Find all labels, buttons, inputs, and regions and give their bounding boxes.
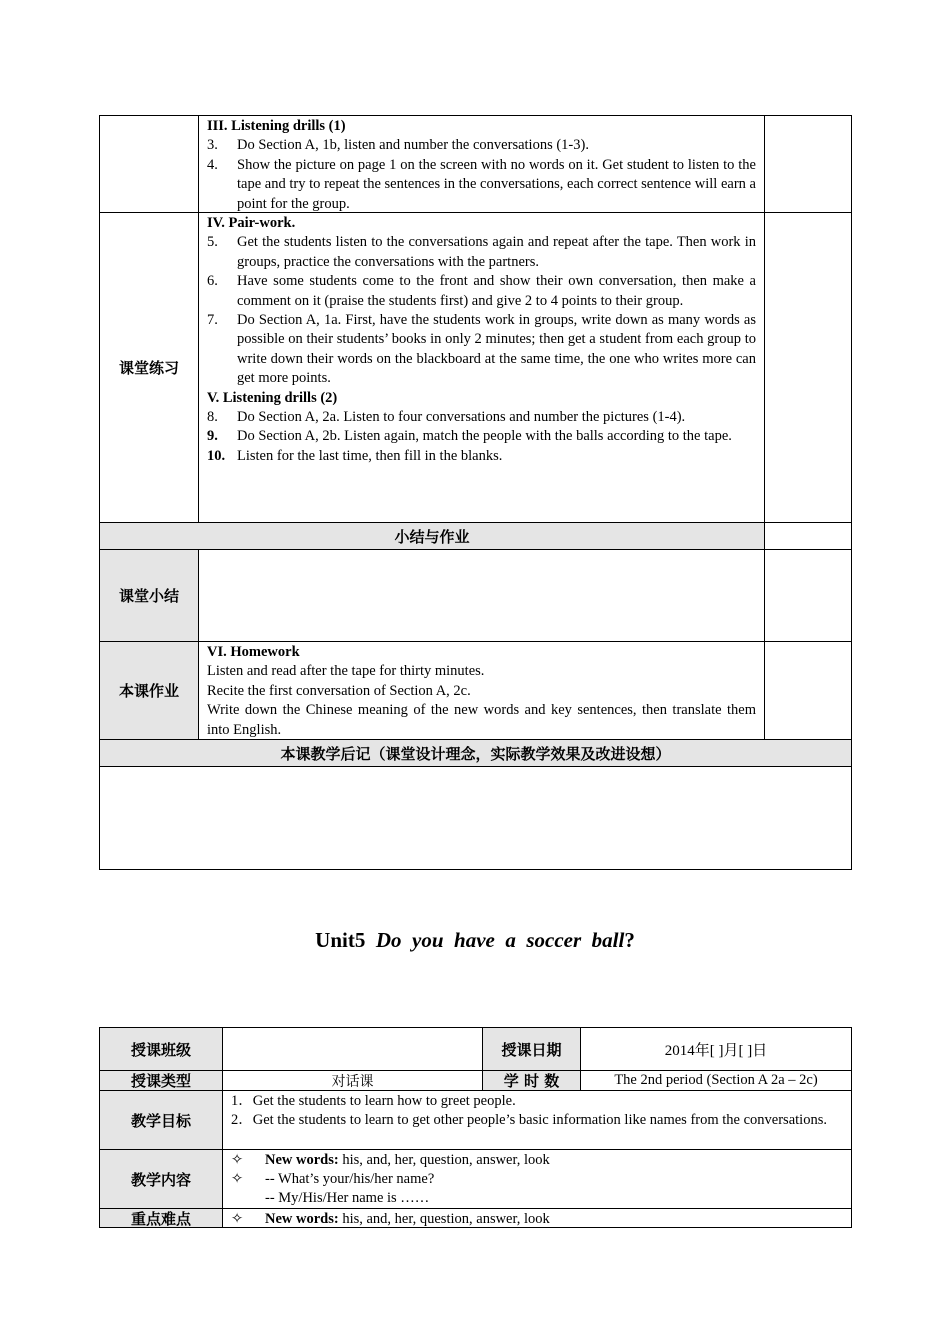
content-cell	[222, 1149, 852, 1209]
bullet-icon: ✧	[231, 1152, 244, 1168]
goal-item: 2．Get the students to learn to get other people’s basic information like names from the conversations.	[231, 1112, 827, 1129]
class-summary-content	[198, 549, 765, 642]
list-item: 5. Get the students listen to the conversations again and repeat after the tape. Then work in groups, practice the conversations with the partners.	[207, 234, 756, 270]
listening-drills-1-heading: III. Listening drills (1)	[207, 118, 346, 134]
list-item: 7. Do Section A, 1a. First, have the students work in groups, write down as many words as possible on their students’ books in only 2 minutes; then get a student from each group to write down their words on the blackboard at the same time, the one who writes more can get more points.	[207, 312, 756, 387]
homework-line: Listen and read after the tape for thirty minutes.	[207, 663, 485, 680]
list-item: 8. Do Section A, 2a. Listen to four conversations and number the pictures (1-4).	[207, 409, 686, 426]
homework-line: Recite the first conversation of Section A, 2c.	[207, 682, 471, 699]
goal-item: 1．Get the students to learn how to greet people.	[231, 1093, 516, 1109]
bullet-icon: ✧	[231, 1171, 244, 1187]
summary-homework-header: 小结与作业	[99, 522, 765, 550]
list-item: 10. Listen for the last time, then fill in the blanks.	[207, 447, 503, 464]
list-item: 3. Do Section A, 1b, listen and number the conversations (1-3).	[207, 137, 589, 154]
content-line: -- My/His/Her name is ……	[265, 1190, 430, 1206]
type-value: 对话课	[222, 1070, 483, 1091]
class-label: 授课班级	[99, 1027, 223, 1071]
date-value: 2014年[ ]月[ ]日	[580, 1027, 852, 1071]
class-value	[222, 1027, 483, 1071]
practice-notes-cell	[764, 212, 852, 523]
list-item: 6. Have some students come to the front and show their own conversation, then make a comment on it (praise the students first) and give 2 to 4 points to their group.	[207, 273, 756, 309]
date-label: 授课日期	[482, 1027, 581, 1071]
key-points-label: 重点难点	[99, 1208, 223, 1228]
title-word: have	[454, 928, 495, 952]
hours-value: The 2nd period (Section A 2a – 2c)	[580, 1070, 852, 1091]
row1-notes-cell	[764, 115, 852, 213]
homework-content-cell	[198, 641, 765, 740]
goals-label: 教学目标	[99, 1090, 223, 1150]
homework-heading: VI. Homework	[207, 644, 300, 660]
title-word: soccer	[526, 928, 582, 952]
pair-work-heading: IV. Pair-work.	[207, 215, 296, 231]
reflection-header: 本课教学后记（课堂设计理念，实际教学效果及改进设想）	[99, 739, 852, 767]
goals-content	[222, 1090, 852, 1150]
row1-label-cell	[99, 115, 199, 213]
homework-label: 本课作业	[99, 641, 199, 740]
title-word: Do	[375, 928, 402, 952]
bullet-icon: ✧	[231, 1211, 244, 1227]
content-line: ✧ -- What’s your/his/her name?	[231, 1171, 435, 1187]
homework-notes-cell	[764, 641, 852, 740]
title-word: you	[412, 928, 444, 952]
listening-drills-1-cell	[198, 115, 765, 213]
practice-label: 课堂练习	[99, 212, 199, 523]
content-line: ✧ New words: his, and, her, question, answer, look	[231, 1152, 550, 1168]
listening-drills-2-heading: V. Listening drills (2)	[207, 389, 338, 406]
title-question-mark: ?	[624, 928, 635, 952]
hours-label: 学 时 数	[482, 1070, 581, 1091]
unit-title	[0, 928, 950, 956]
list-item: 4. Show the picture on page 1 on the screen with no words on it. Get student to listen to the tape and try to repeat the sentences in the conversations, each correct sentence will earn a point for the group.	[207, 156, 756, 212]
key-points-content: ✧ New words: his, and, her, question, answer, look	[222, 1208, 852, 1228]
title-word: a	[505, 928, 516, 952]
homework-line: Write down the Chinese meaning of the new words and key sentences, then translate them into English.	[207, 702, 756, 738]
unit-number: Unit5	[315, 928, 366, 952]
type-label: 授课类型	[99, 1070, 223, 1091]
reflection-content	[99, 766, 852, 870]
list-item: 9. Do Section A, 2b. Listen again, match the people with the balls according to the tape.	[207, 428, 732, 445]
summary-header-notes-cell	[764, 522, 852, 550]
class-summary-label: 课堂小结	[99, 549, 199, 642]
practice-content-cell	[198, 212, 765, 523]
content-label: 教学内容	[99, 1149, 223, 1209]
class-summary-notes-cell	[764, 549, 852, 642]
title-word: ball	[591, 928, 625, 952]
